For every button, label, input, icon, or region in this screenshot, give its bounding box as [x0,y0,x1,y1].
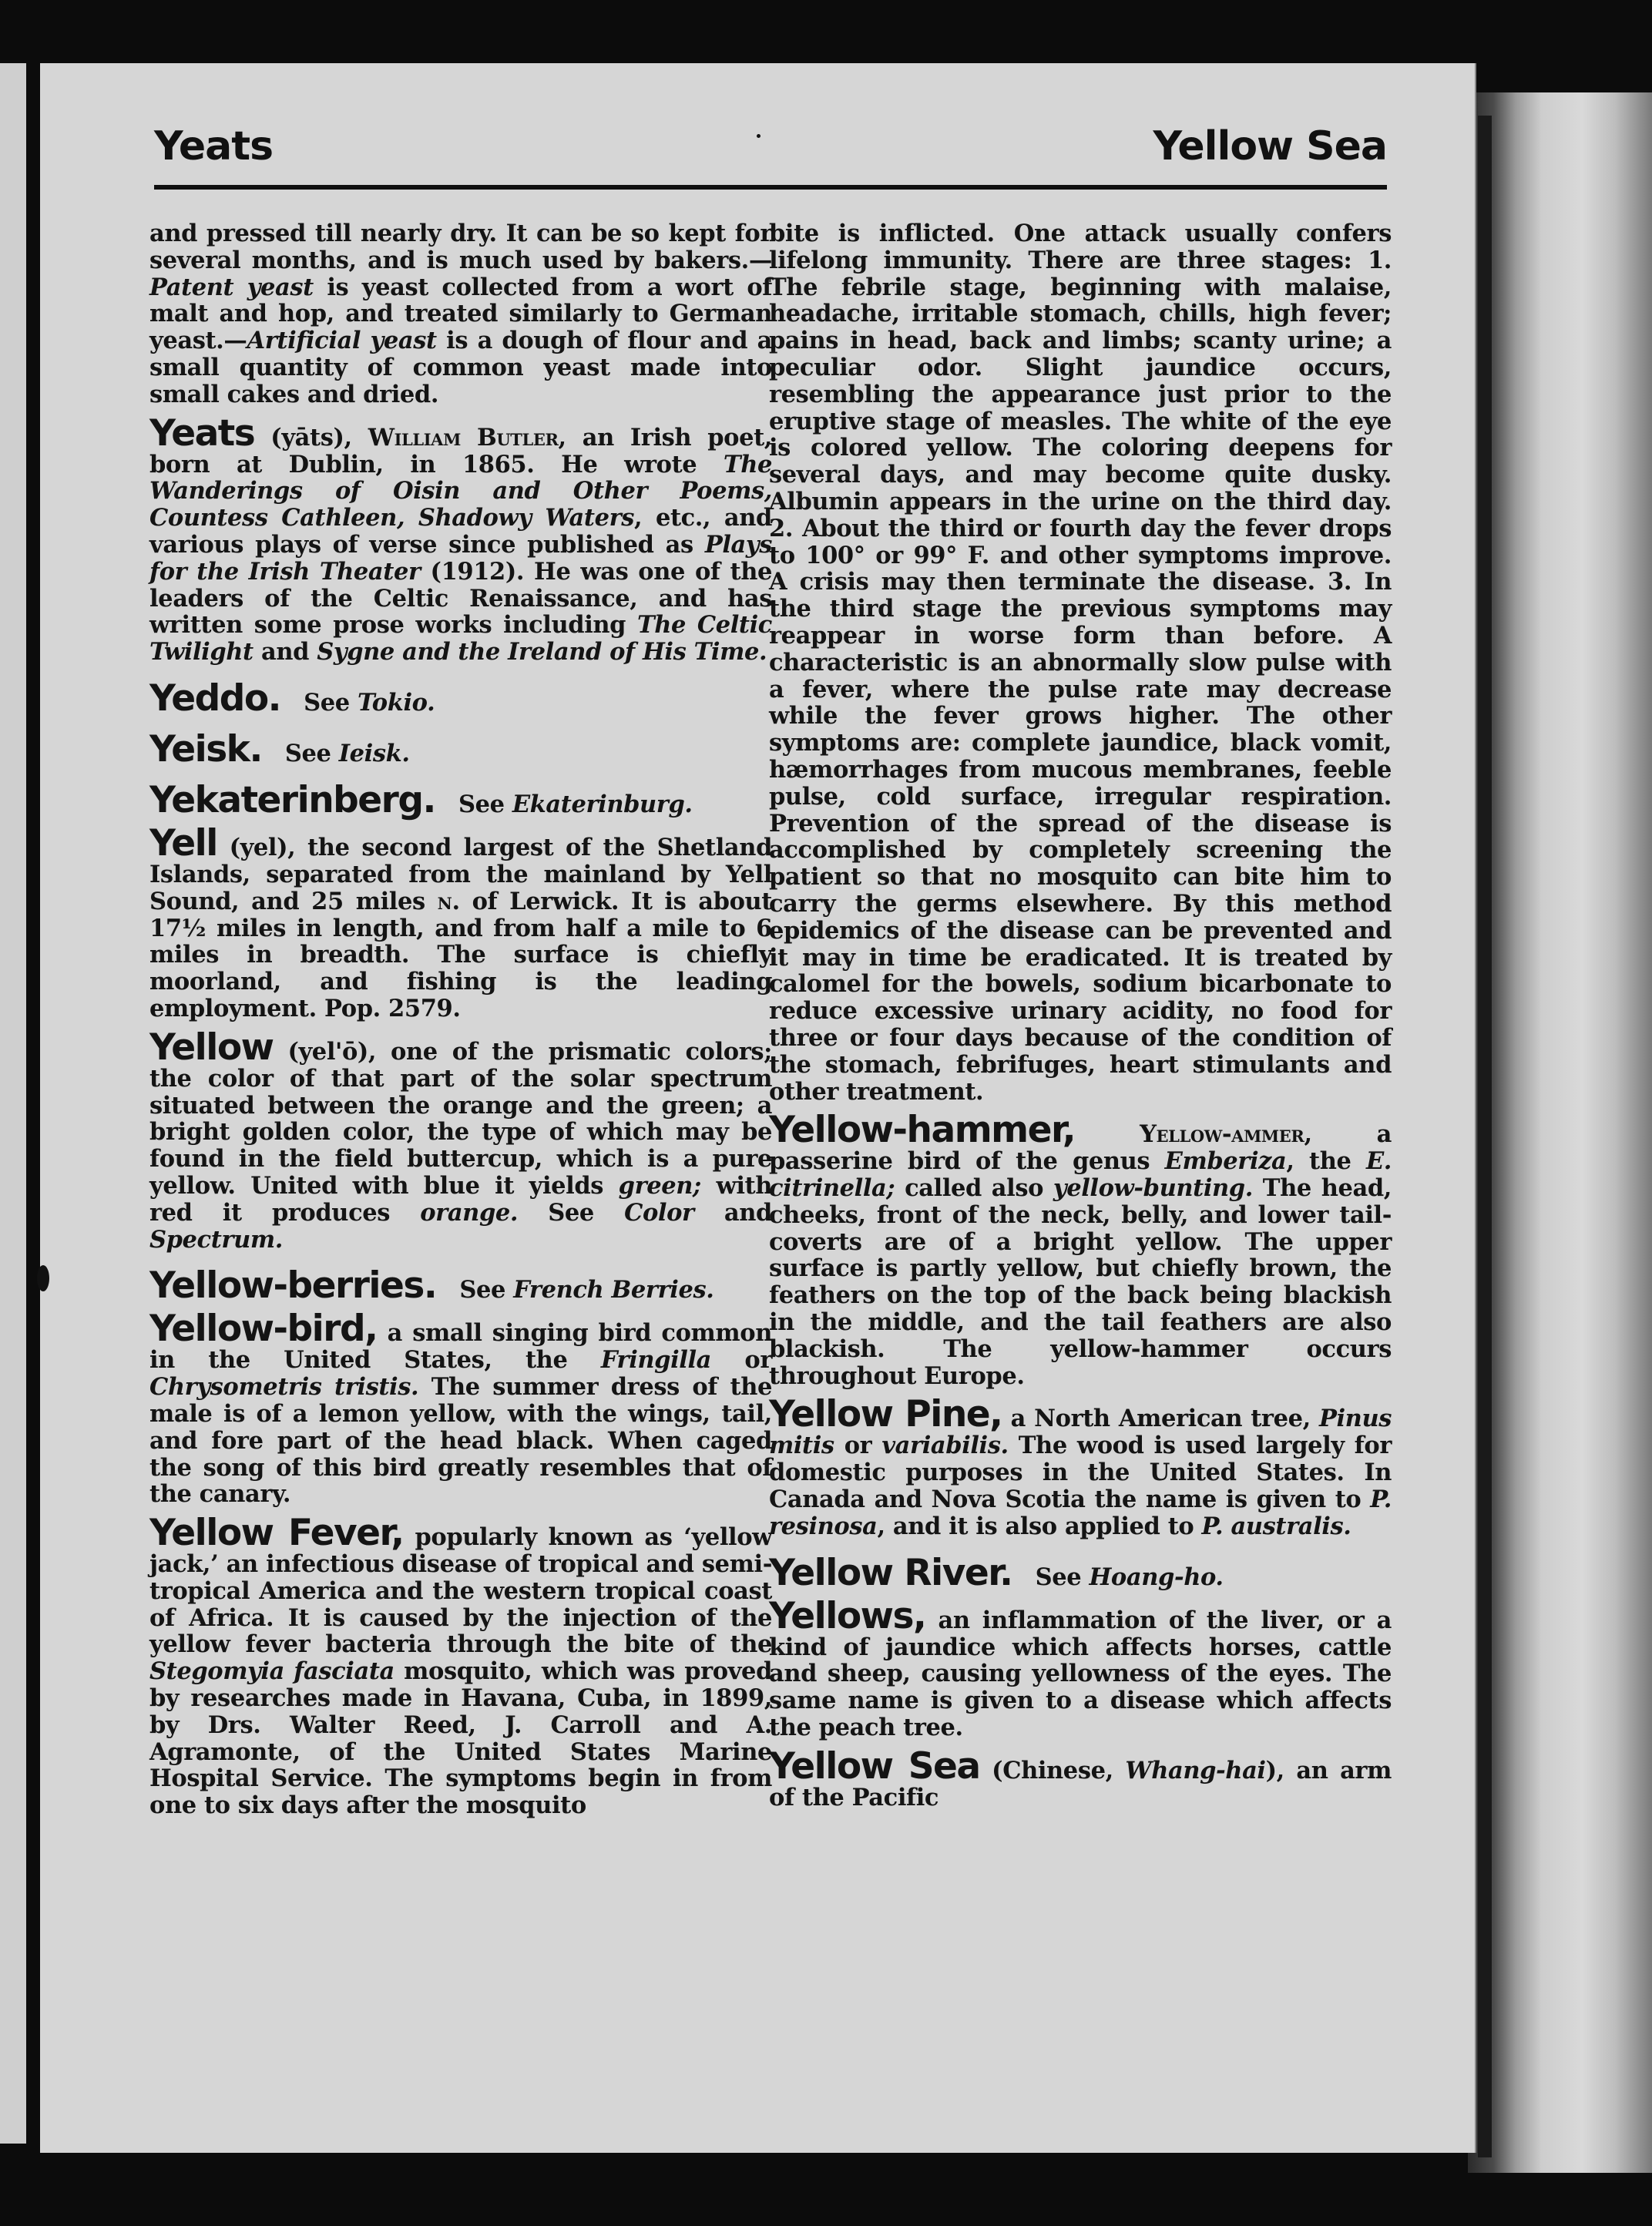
body-text: with red it produces [149,1171,772,1227]
italic-text: variabilis. [881,1432,1009,1460]
left-column [149,220,772,1819]
italic-text: Chrysometris tristis. [149,1373,419,1402]
italic-text: P. resinosa [769,1486,1392,1540]
cross-reference-entry [149,677,772,720]
entry-headword: Yekaterinberg. [149,778,435,821]
entry-headword: Yellow [149,1026,274,1069]
italic-text: Fringilla [600,1346,712,1375]
right-column [769,220,1392,1811]
dictionary-entry [149,1026,772,1254]
body-text: mosquito, which was proved by researches made in Havana, Cuba, in 1899, by Drs. Walter Reed, J. Carroll and A. Agramonte, of the United States Marine Hospital Service. The symptoms begin in from one to six days after the mosquito [149,1657,772,1820]
italic-text: green; [618,1171,701,1200]
body-text: a small singing bird common in the United States, the [149,1319,772,1375]
body-text: is yeast collected from a wort of malt and hop, and treated similarly to German yeast.— [149,273,772,355]
italic-text: P. australis. [1201,1512,1351,1540]
header-right-word: Yellow Sea [1153,123,1387,170]
cross-reference-entry [769,1551,1392,1594]
italic-text: Whang-hai [1125,1756,1266,1784]
entry-headword: Yeats [149,411,255,455]
body-text: ), an arm of the Pacific [769,1756,1392,1811]
body-text: bite is inflicted. One attack usually confers lifelong immunity. There are three stages: 1. The febrile stage, beginning with malaise, headache, irritable stomach, chills, high fever; pains in head, back and limbs; scanty urine; a peculiar odor. Slight jaundice occurs, resembling the appearance just prior to the eruptive stage of measles. The white of the eye is colored yellow. The coloring deepens for several days, and may become quite dusky. Albumin appears in the urine on the third day. 2. About the third or fourth day the fever drops to 100° or 99° F. and other symptoms improve. A crisis may then terminate the disease. 3. In the third stage the previous symptoms may reappear in worse form than before. A characteristic is an abnormally slow pulse with a fever, where the pulse rate may decrease while the fever grows higher. The other symptoms are: complete jaundice, black vomit, hæmorrhages from mucous membranes, feeble pulse, cold surface, irregular respiration. Prevention of the spread of the disease is accomplished by completely screening the patient so that no mosquito can bite him to carry the germs elsewhere. By this method epidemics of the disease can be prevented and it may in time be eradicated. It is treated by calomel for the bowels, sodium bicarbonate to reduce excessive urinary acidity, no food for three or four days because of the condition of the stomach, febrifuges, heart stimulants and other treatment. [769,220,1392,1106]
italic-text: Spectrum. [149,1225,283,1254]
body-text: an inflammation of the liver, or a kind of jaundice which affects horses, cattle and sheep, causing yellowness of the eyes. The same name is given to a disease which affects the peach tree. [769,1606,1392,1742]
page-blemish [37,1265,49,1291]
body-text: See [518,1198,625,1227]
dictionary-entry [149,411,772,666]
entry-headword: Yeddo. [149,677,281,720]
book-binding [1468,92,1652,2173]
body-text: called also [895,1174,1053,1203]
italic-text: Patent yeast [149,273,314,301]
header-left-word: Yeats [154,123,274,170]
italic-text: yellow-bunting. [1053,1174,1253,1203]
body-text: The summer dress of the male is of a lemon yellow, with the wings, tail, and fore part of the head black. When caged the song of this bird greatly resembles that of the canary. [149,1373,772,1509]
body-text: a North American tree, [1002,1405,1319,1433]
see-target: Tokio. [358,688,435,717]
body-text: is a dough of flour and a small quantity of common yeast made into small cakes and dried. [149,327,772,408]
dictionary-entry [149,821,772,1022]
body-text: , and it is also applied to [877,1512,1202,1540]
dictionary-entry [769,1109,1392,1390]
small-caps-text: n. [437,887,460,915]
cross-reference-entry [149,1264,772,1308]
body-text: (yel), the second largest of the Shetland Islands, separated from the mainland by Yell Sound, and 25 miles [149,833,772,915]
body-text: and [253,638,317,666]
body-text: and pressed till nearly dry. It can be so kept for several months, and is much used by bakers.— [149,220,772,274]
body-text: or [711,1346,772,1375]
body-text: of Lerwick. It is about 17½ miles in length, and from half a mile to 6 miles in breadth. The surface is chiefly moorland, and fishing is the leading employment. Pop. 2579. [149,887,772,1022]
body-text: , etc., and various plays of verse since published as [149,504,772,559]
see-target: Ekaterinburg. [512,790,693,818]
body-text: , an Irish poet, born at Dublin, in 1865. He wrote [149,423,772,478]
previous-page-edge [0,63,26,2144]
body-text: The head, cheeks, front of the neck, belly, and lower tail-coverts are of a bright yellow. The upper surface is partly yellow, but chiefly brown, the feathers on the top of the back being blackish in the middle, and the tail feathers are also blackish. The yellow-hammer occurs throughout Europe. [769,1174,1392,1390]
continued-text [769,220,1392,1105]
dictionary-entry [149,1512,773,1820]
body-text: and [693,1198,772,1227]
running-header [154,123,1387,190]
body-text: (Chinese, [979,1756,1126,1784]
dictionary-entry [769,1393,1392,1540]
see-target: Hoang-ho. [1089,1563,1224,1591]
dictionary-entry [769,1744,1392,1811]
body-text: popularly known as ‘yellow jack,’ an infectious disease of tropical and semi-tropical America and the western tropical coast of Africa. It is caused by the injection of the yellow fever bacteria through the bite of the [149,1523,773,1659]
italic-text: Plays for the Irish Theater [149,530,772,586]
see-word: See [459,1276,505,1304]
body-text [1075,1120,1140,1148]
entry-headword: Yellow-hammer, [769,1109,1076,1152]
entry-headword: Yellow Pine, [769,1393,1002,1436]
see-target: Ieisk. [338,739,410,767]
see-target: French Berries. [513,1276,714,1304]
entry-headword: Yellow-berries. [149,1264,437,1308]
entry-headword: Yellow Sea [769,1744,980,1788]
entry-headword: Yeisk. [149,727,262,771]
body-text: , the [1286,1147,1366,1176]
italic-text: Stegomyia fasciata [149,1657,395,1686]
italic-text: Sygne and the Ireland of His Time. [317,638,767,666]
italic-text: Pinus mitis [769,1405,1392,1460]
binding-shadow [1478,116,1492,2157]
small-caps-text: William Butler [368,423,559,452]
body-text: or [834,1432,882,1460]
dictionary-entry [149,1308,772,1509]
body-text: (1912). He was one of the leaders of the Celtic Renaissance, and has written some prose works including [149,557,772,640]
italic-text: Emberiza [1164,1147,1287,1176]
italic-text: The Wanderings of Oisin and Other Poems, Countess Cathleen, Shadowy Waters [149,450,772,532]
see-word: See [304,688,350,717]
see-word: See [1035,1563,1082,1591]
see-word: See [284,739,331,767]
continued-text [149,220,772,408]
dictionary-entry [769,1594,1392,1742]
entry-headword: Yellow River. [769,1551,1012,1594]
italic-text: orange. [420,1198,519,1227]
see-word: See [458,790,505,818]
italic-text: E. citrinella; [769,1147,1392,1203]
entry-headword: Yellows, [769,1594,926,1637]
entry-headword: Yell [149,821,217,865]
cross-reference-entry [149,727,772,771]
italic-text: Color [624,1198,694,1227]
italic-text: Artificial yeast [247,327,437,355]
entry-headword: Yellow-bird, [149,1308,378,1351]
cross-reference-entry [149,778,772,821]
small-caps-text: Yellow-ammer [1140,1120,1304,1149]
body-text: , a passerine bird of the genus [769,1120,1392,1176]
body-text: The wood is used largely for domestic purposes in the United States. In Canada and Nova Scotia the name is given to [769,1432,1392,1514]
body-text: (yāts), [254,423,368,452]
book-page [40,63,1476,2153]
body-text: (yel'ō), one of the prismatic colors; the color of that part of the solar spectrum situated between the orange and the green; a bright golden color, the type of which may be found in the field buttercup, which is a pure yellow. United with blue it yields [149,1037,772,1200]
italic-text: The Celtic Twilight [149,611,772,666]
entry-headword: Yellow Fever, [149,1512,404,1555]
